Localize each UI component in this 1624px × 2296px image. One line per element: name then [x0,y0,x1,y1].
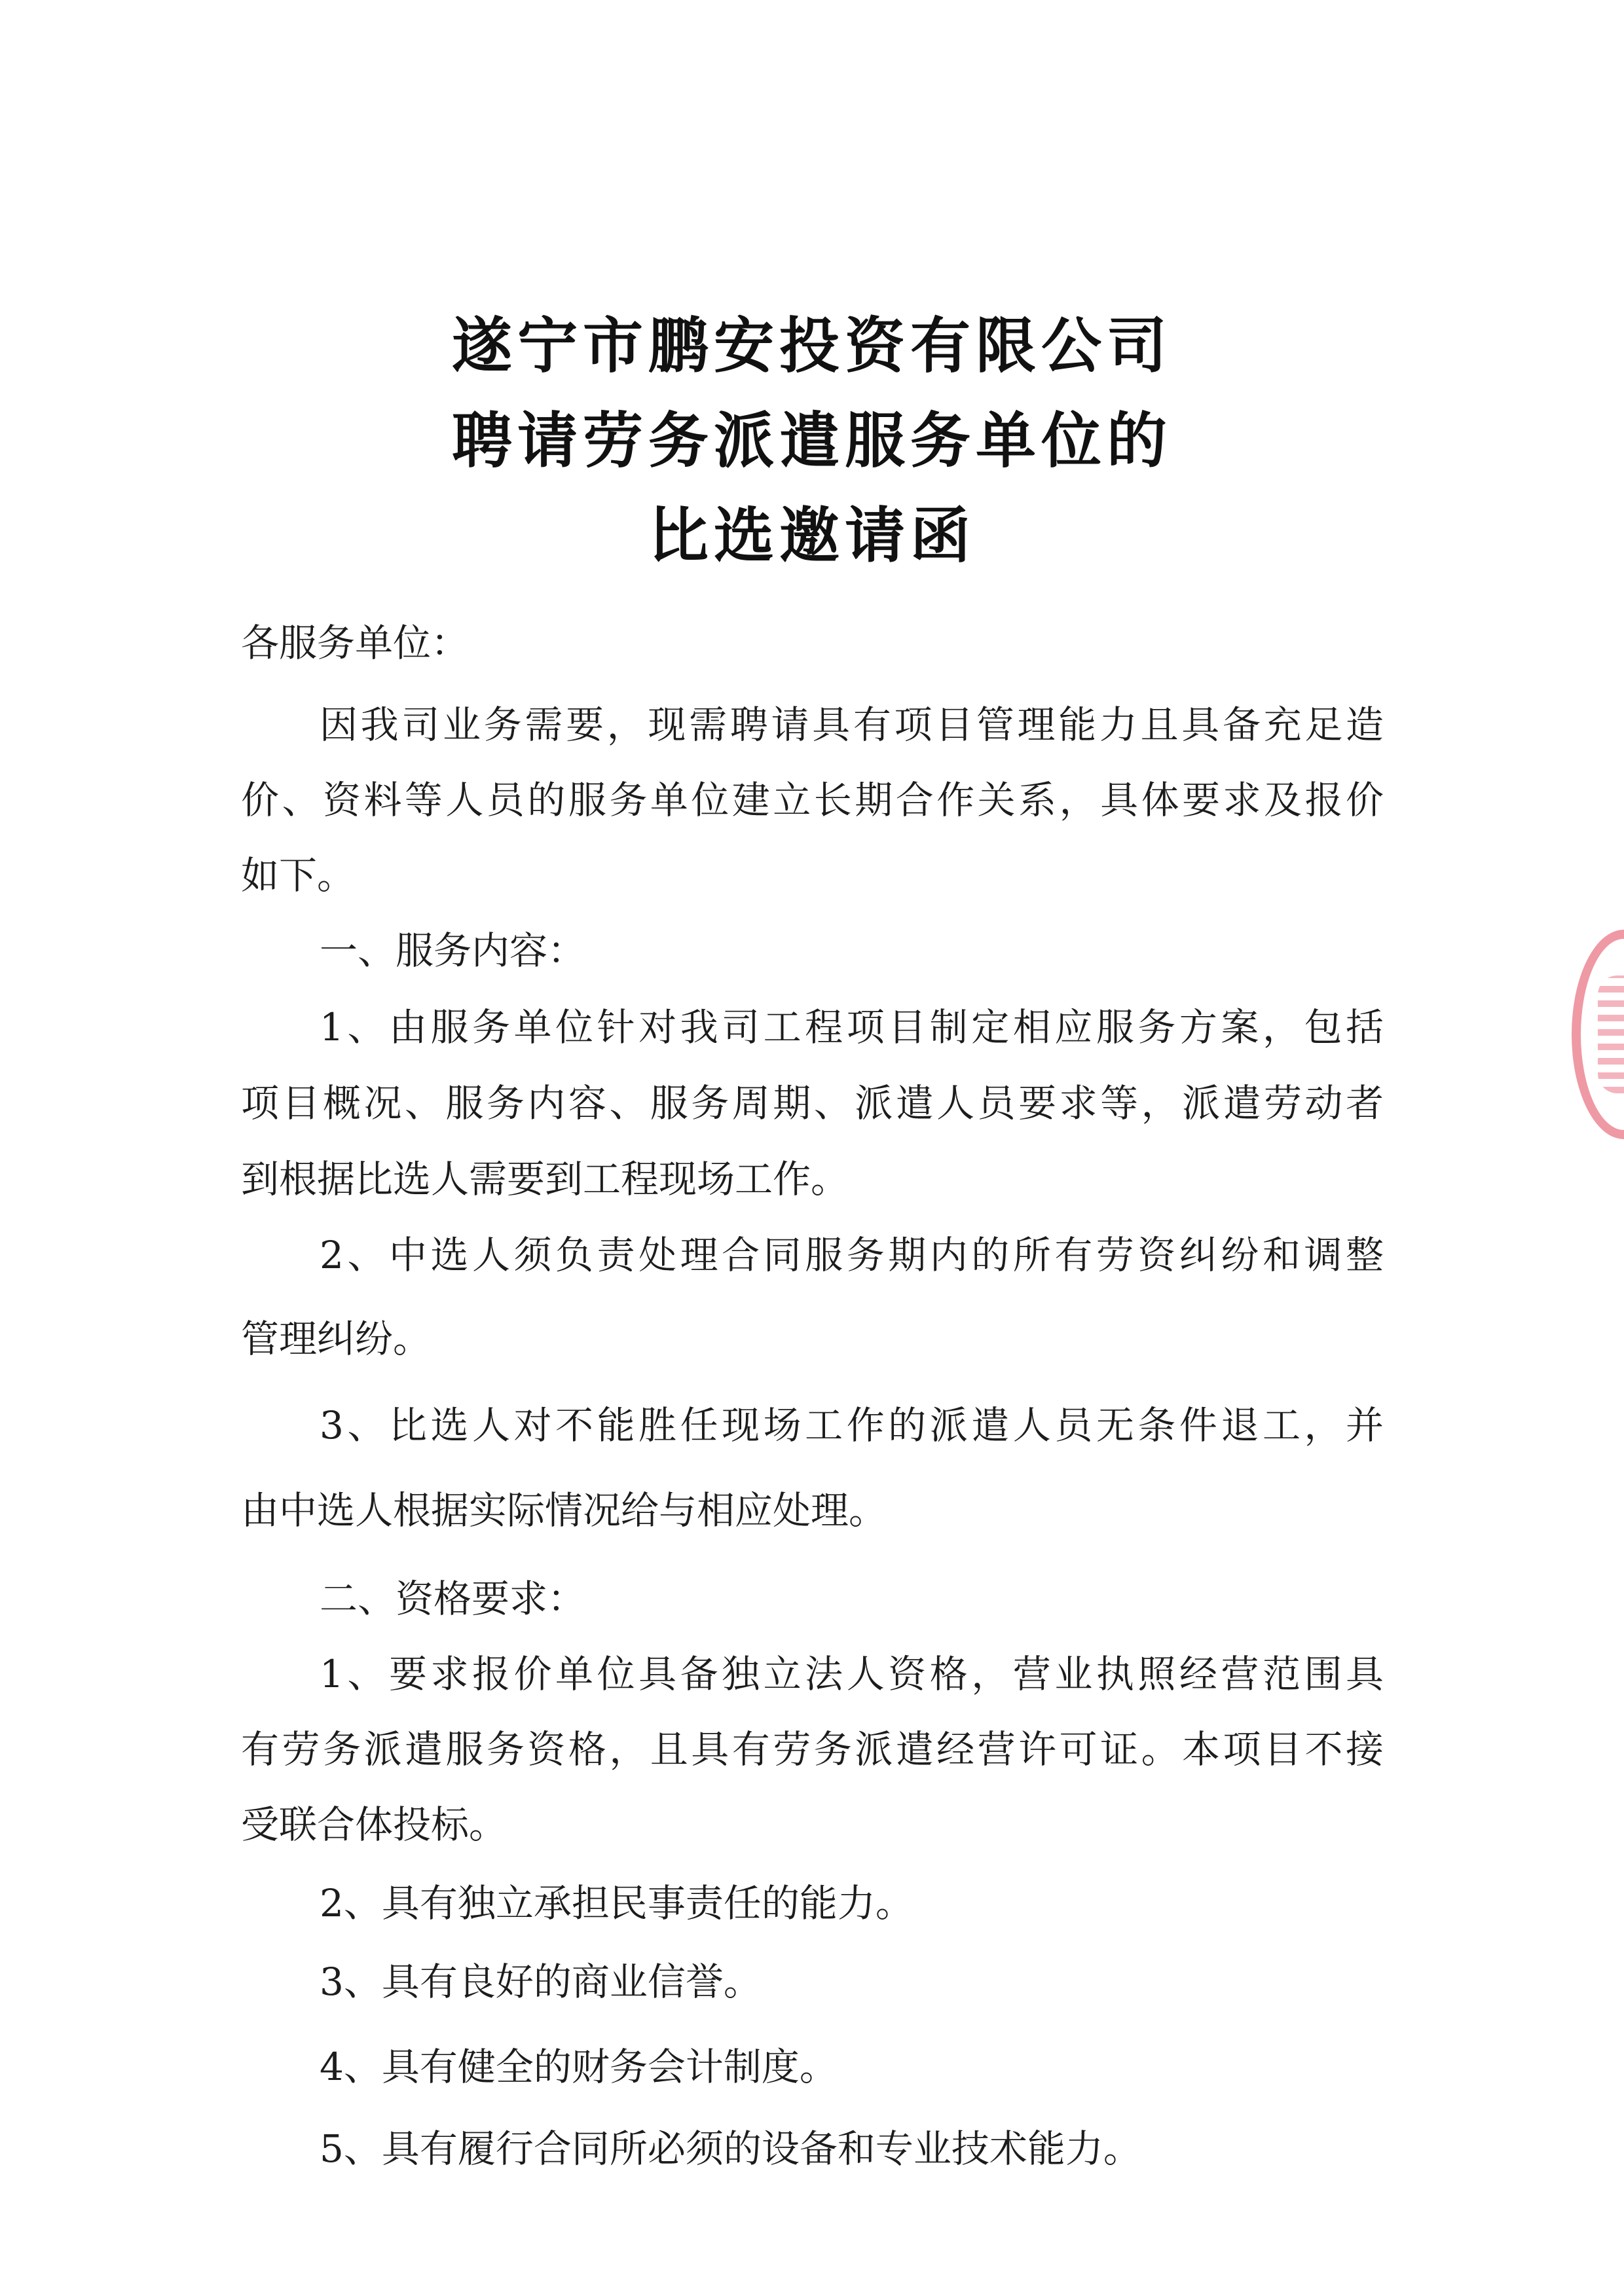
section2-item1-line-3: 受联合体投标。 [241,1802,507,1847]
red-seal-stamp-text-fragment [1598,975,1624,1093]
section2-item1-line-2: 有劳务派遣服务资格，且具有劳务派遣经营许可证。本项目不接 [241,1727,1384,1772]
section2-item3: 3、具有良好的商业信誉。 [320,1959,762,2004]
section1-item3-line-1: 3、比选人对不能胜任现场工作的派遣人员无条件退工，并 [320,1403,1384,1448]
section2-item4: 4、具有健全的财务会计制度。 [320,2045,838,2089]
intro-line-2: 价、资料等人员的服务单位建立长期合作关系，具体要求及报价 [241,778,1384,822]
greeting: 各服务单位： [241,621,470,665]
section1-heading: 一、服务内容： [320,928,586,973]
section1-item2-line-2: 管理纠纷。 [241,1317,432,1361]
intro-line-1: 因我司业务需要，现需聘请具有项目管理能力且具备充足造 [320,702,1384,747]
section1-item1-line-1: 1、由服务单位针对我司工程项目制定相应服务方案，包括 [320,1005,1384,1049]
section1-item3-line-2: 由中选人根据实际情况给与相应处理。 [241,1488,887,1533]
section2-item1-line-1: 1、要求报价单位具备独立法人资格，营业执照经营范围具 [320,1652,1384,1696]
section1-item1-line-2: 项目概况、服务内容、服务周期、派遣人员要求等，派遣劳动者 [241,1081,1384,1125]
section1-item2-line-1: 2、中选人须负责处理合同服务期内的所有劳资纠纷和调整 [320,1233,1384,1277]
section1-item1-line-3: 到根据比选人需要到工程现场工作。 [241,1157,849,1201]
section2-heading: 二、资格要求： [320,1576,586,1621]
title-line-1: 遂宁市鹏安投资有限公司 [451,310,1172,381]
title-line-2: 聘请劳务派遣服务单位的 [451,405,1172,476]
section2-item2: 2、具有独立承担民事责任的能力。 [320,1881,913,1925]
title-line-3: 比选邀请函 [648,500,976,571]
intro-line-3: 如下。 [241,853,356,898]
section2-item5: 5、具有履行合同所必须的设备和专业技术能力。 [320,2126,1141,2171]
